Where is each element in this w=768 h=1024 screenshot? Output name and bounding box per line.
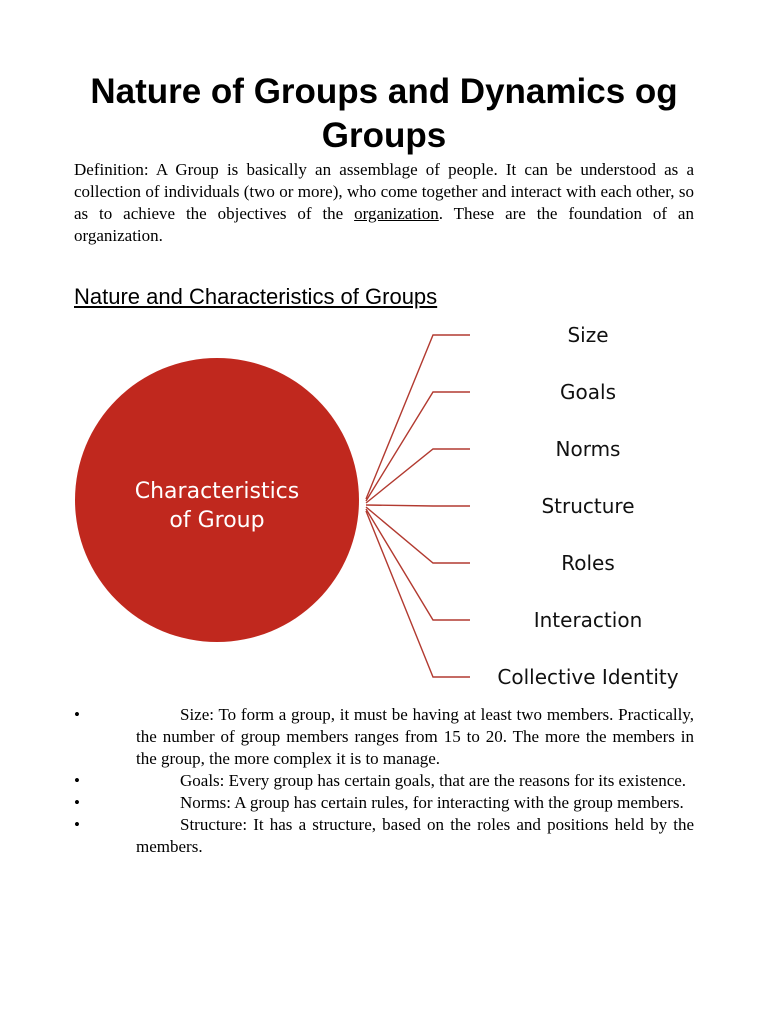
connector-line bbox=[366, 392, 470, 501]
characteristic-label: Goals bbox=[560, 380, 616, 404]
connector-line bbox=[366, 505, 470, 506]
list-item-text: Structure: It has a structure, based on the roles and positions held by the members. bbox=[136, 815, 694, 856]
characteristic-label: Structure bbox=[541, 494, 635, 518]
list-item-text: Norms: A group has certain rules, for interacting with the group members. bbox=[180, 793, 684, 812]
bullet-icon: • bbox=[74, 793, 80, 812]
list-item bbox=[74, 792, 694, 814]
characteristic-label: Interaction bbox=[533, 608, 643, 632]
list-item bbox=[74, 814, 694, 858]
bullet-icon: • bbox=[74, 815, 80, 834]
circle-label-line-1: Characteristics bbox=[134, 479, 300, 504]
connector-lines bbox=[366, 335, 470, 677]
page-title: Nature of Groups and Dynamics og Groups bbox=[90, 72, 678, 155]
list-item bbox=[74, 704, 694, 770]
definition-paragraph bbox=[74, 159, 694, 247]
organization-link[interactable]: organization bbox=[354, 204, 439, 223]
connector-line bbox=[366, 509, 470, 620]
characteristics-diagram bbox=[70, 310, 720, 700]
list-item-text: Size: To form a group, it must be having at least two members. Practically, the number of group members ranges from 15 to 20. The more the members in the group, the more complex it is to manage. bbox=[136, 705, 694, 768]
characteristic-label: Norms bbox=[555, 437, 621, 461]
list-item bbox=[74, 770, 694, 792]
bullet-icon: • bbox=[74, 705, 80, 724]
bullet-icon: • bbox=[74, 771, 80, 790]
characteristic-label: Size bbox=[567, 323, 609, 347]
characteristics-list bbox=[74, 704, 694, 858]
characteristic-labels bbox=[497, 323, 678, 689]
section-heading: Nature and Characteristics of Groups bbox=[74, 284, 438, 309]
definition-text-start: Definition: A Group is basically an assemblage of people. It can be understood as a collection of individuals (two or more), who come together and interact with each other, so as to achieve the objectives of the bbox=[74, 160, 694, 223]
characteristic-label: Collective Identity bbox=[497, 665, 679, 689]
definition-text-end: . These are the foundation of an organization. bbox=[74, 204, 694, 245]
characteristic-label: Roles bbox=[561, 551, 615, 575]
list-item-text: Goals: Every group has certain goals, that are the reasons for its existence. bbox=[180, 771, 687, 790]
circle-label-line-2: of Group bbox=[169, 508, 265, 533]
